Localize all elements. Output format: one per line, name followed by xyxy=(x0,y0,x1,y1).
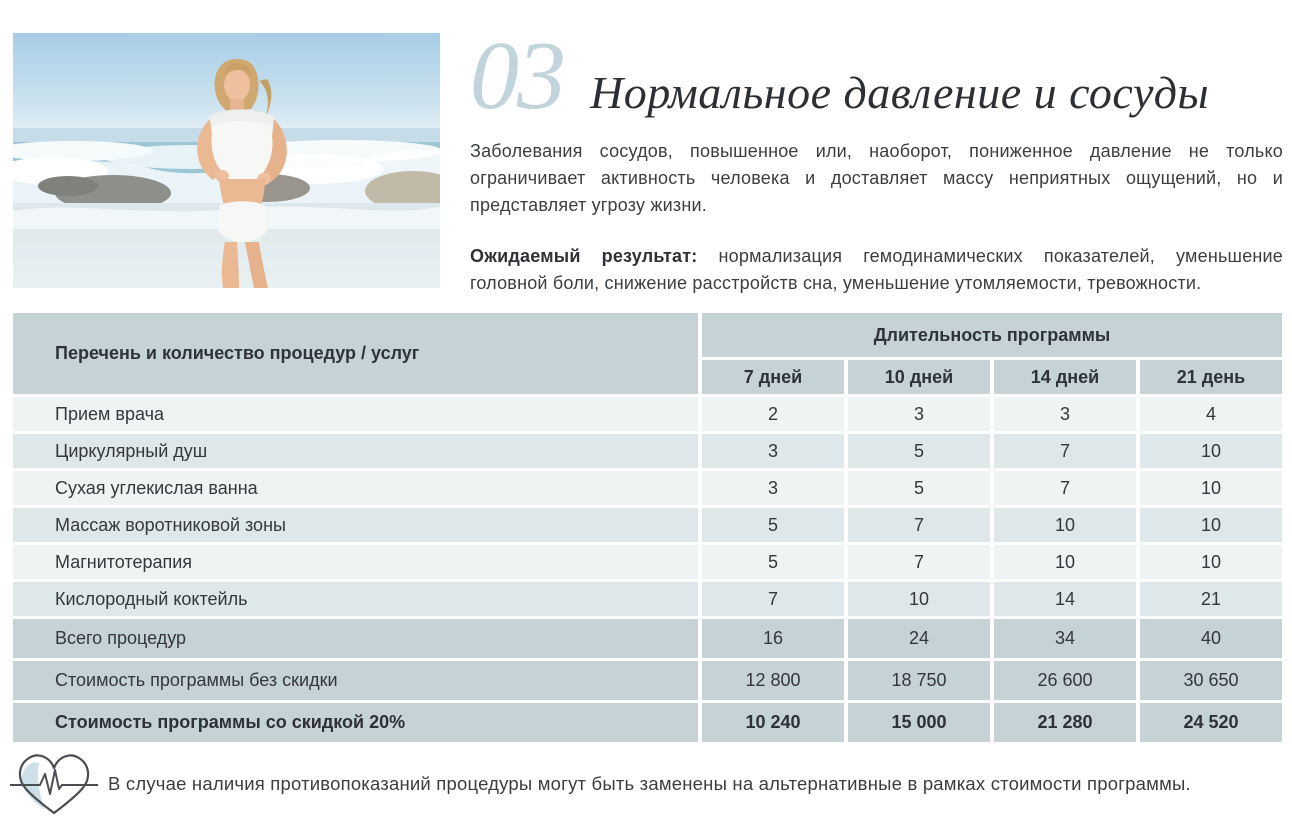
footnote xyxy=(10,748,1284,820)
table-header-10-days: 10 дней xyxy=(848,360,990,394)
hero-text xyxy=(470,22,1284,297)
table-cell: 3 xyxy=(994,397,1136,431)
table-cell: 30 650 xyxy=(1140,661,1282,700)
table-row-label: Стоимость программы со скидкой 20% xyxy=(13,703,698,742)
table-cell: 5 xyxy=(702,545,844,579)
table-cell: 4 xyxy=(1140,397,1282,431)
table-cell: 10 xyxy=(994,545,1136,579)
table-cell: 10 xyxy=(1140,471,1282,505)
table-cell: 24 520 xyxy=(1140,703,1282,742)
table-cell: 3 xyxy=(702,434,844,468)
table-cell: 26 600 xyxy=(994,661,1136,700)
table-cell: 21 280 xyxy=(994,703,1136,742)
table-header-7-days: 7 дней xyxy=(702,360,844,394)
table-row-label: Сухая углекислая ванна xyxy=(13,471,698,505)
table-cell: 40 xyxy=(1140,619,1282,658)
table-header-21-days: 21 день xyxy=(1140,360,1282,394)
table-cell: 7 xyxy=(702,582,844,616)
table-cell: 5 xyxy=(848,434,990,468)
table-cell: 7 xyxy=(848,545,990,579)
table-cell: 12 800 xyxy=(702,661,844,700)
table-cell: 10 xyxy=(1140,545,1282,579)
program-table xyxy=(13,313,1282,742)
table-cell: 18 750 xyxy=(848,661,990,700)
table-cell: 14 xyxy=(994,582,1136,616)
beach-photo xyxy=(13,33,440,288)
table-cell: 16 xyxy=(702,619,844,658)
table-cell: 10 240 xyxy=(702,703,844,742)
table-cell: 7 xyxy=(994,434,1136,468)
page-title: Нормальное давление и сосуды xyxy=(590,67,1210,118)
table-cell: 3 xyxy=(702,471,844,505)
table-cell: 3 xyxy=(848,397,990,431)
section-number: 03 xyxy=(470,22,564,130)
heart-pulse-icon xyxy=(10,748,98,820)
table-row-label: Всего процедур xyxy=(13,619,698,658)
table-cell: 24 xyxy=(848,619,990,658)
table-row-label: Массаж воротниковой зоны xyxy=(13,508,698,542)
table-header-procedures: Перечень и количество процедур / услуг xyxy=(13,313,698,394)
table-row-label: Циркулярный душ xyxy=(13,434,698,468)
table-cell: 5 xyxy=(848,471,990,505)
table-row-label: Стоимость программы без скидки xyxy=(13,661,698,700)
table-cell: 10 xyxy=(994,508,1136,542)
table-cell: 2 xyxy=(702,397,844,431)
beach-photo-art xyxy=(13,33,440,288)
expected-result-paragraph xyxy=(470,243,1283,297)
table-row-label: Прием врача xyxy=(13,397,698,431)
table-cell: 7 xyxy=(848,508,990,542)
table-cell: 21 xyxy=(1140,582,1282,616)
table-row-label: Кислородный коктейль xyxy=(13,582,698,616)
intro-paragraph: Заболевания сосудов, повышенное или, наоборот, пониженное давление не только ограничивает активность человека и доставляет массу неприятных ощущений, но и представляет угрозу жизни. xyxy=(470,141,1283,215)
table-header-14-days: 14 дней xyxy=(994,360,1136,394)
table-cell: 5 xyxy=(702,508,844,542)
title-row xyxy=(470,22,1283,130)
table-cell: 7 xyxy=(994,471,1136,505)
table-cell: 15 000 xyxy=(848,703,990,742)
table-cell: 34 xyxy=(994,619,1136,658)
table-header-duration: Длительность программы xyxy=(702,313,1282,357)
table-cell: 10 xyxy=(1140,434,1282,468)
table-cell: 10 xyxy=(1140,508,1282,542)
expected-result-text: нормализация гемодинамических показателей, уменьшение головной боли, снижение расстройств сна, уменьшение утомляемости, тревожности. xyxy=(470,246,1284,293)
table-row-label: Магнитотерапия xyxy=(13,545,698,579)
table-cell: 10 xyxy=(848,582,990,616)
expected-result-label: Ожидаемый результат: xyxy=(470,246,698,266)
footnote-text: В случае наличия противопоказаний процедуры могут быть заменены на альтернативные в рамках стоимости программы. xyxy=(108,773,1191,794)
